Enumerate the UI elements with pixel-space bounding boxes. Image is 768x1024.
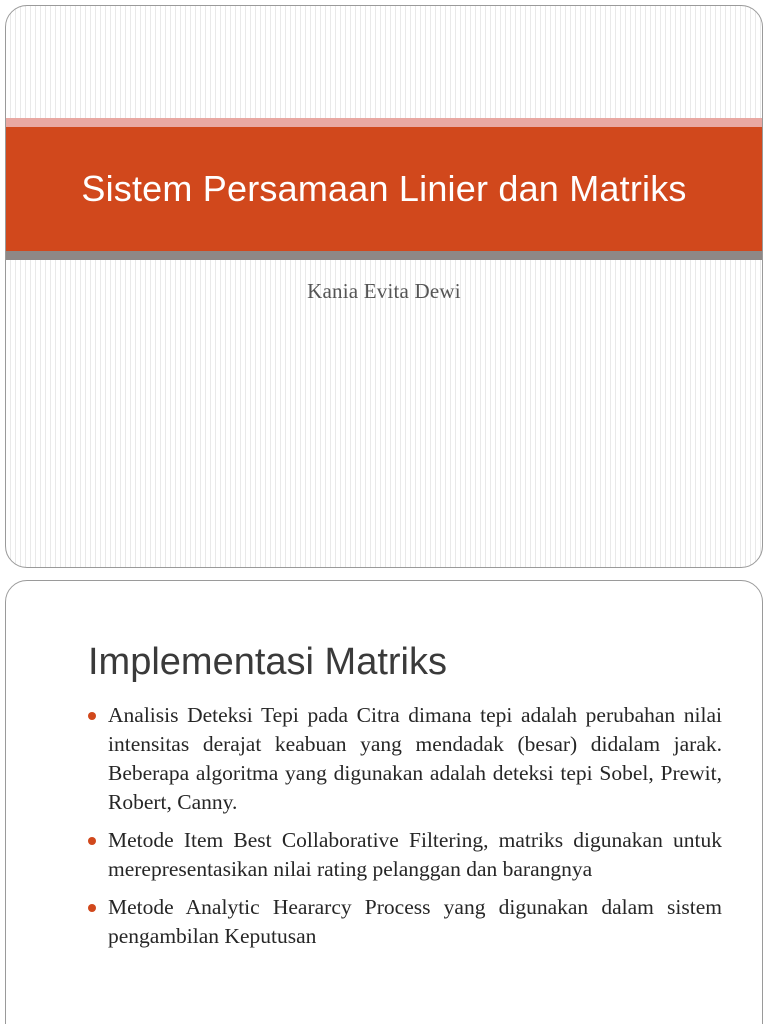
- content-heading: Implementasi Matriks: [88, 641, 447, 683]
- bullet-dot-icon: [88, 837, 96, 845]
- bullet-text: Analisis Deteksi Tepi pada Citra dimana tepi adalah perubahan nilai intensitas derajat keabuan yang mendadak (besar) didalam jarak. Beberapa algoritma yang digunakan adalah deteksi tepi Sobel, Prewit, Robert, Canny.: [108, 703, 722, 814]
- bullet-item: [86, 893, 722, 951]
- title-slide: [5, 5, 763, 568]
- bullet-item: [86, 701, 722, 817]
- accent-bar: [6, 118, 762, 127]
- bullet-text: Metode Item Best Collaborative Filtering, matriks digunakan untuk merepresentasikan nilai rating pelanggan dan barangnya: [108, 828, 722, 881]
- bullet-list: [86, 701, 722, 960]
- bullet-item: [86, 826, 722, 884]
- bullet-dot-icon: [88, 904, 96, 912]
- bullet-text: Metode Analytic Heararcy Process yang digunakan dalam sistem pengambilan Keputusan: [108, 895, 722, 948]
- title-band: [6, 127, 762, 251]
- slide-title: Sistem Persamaan Linier dan Matriks: [81, 168, 687, 209]
- content-slide: [5, 580, 763, 1024]
- bullet-dot-icon: [88, 712, 96, 720]
- author-name: Kania Evita Dewi: [307, 279, 461, 303]
- title-shadow-bar: [6, 251, 762, 260]
